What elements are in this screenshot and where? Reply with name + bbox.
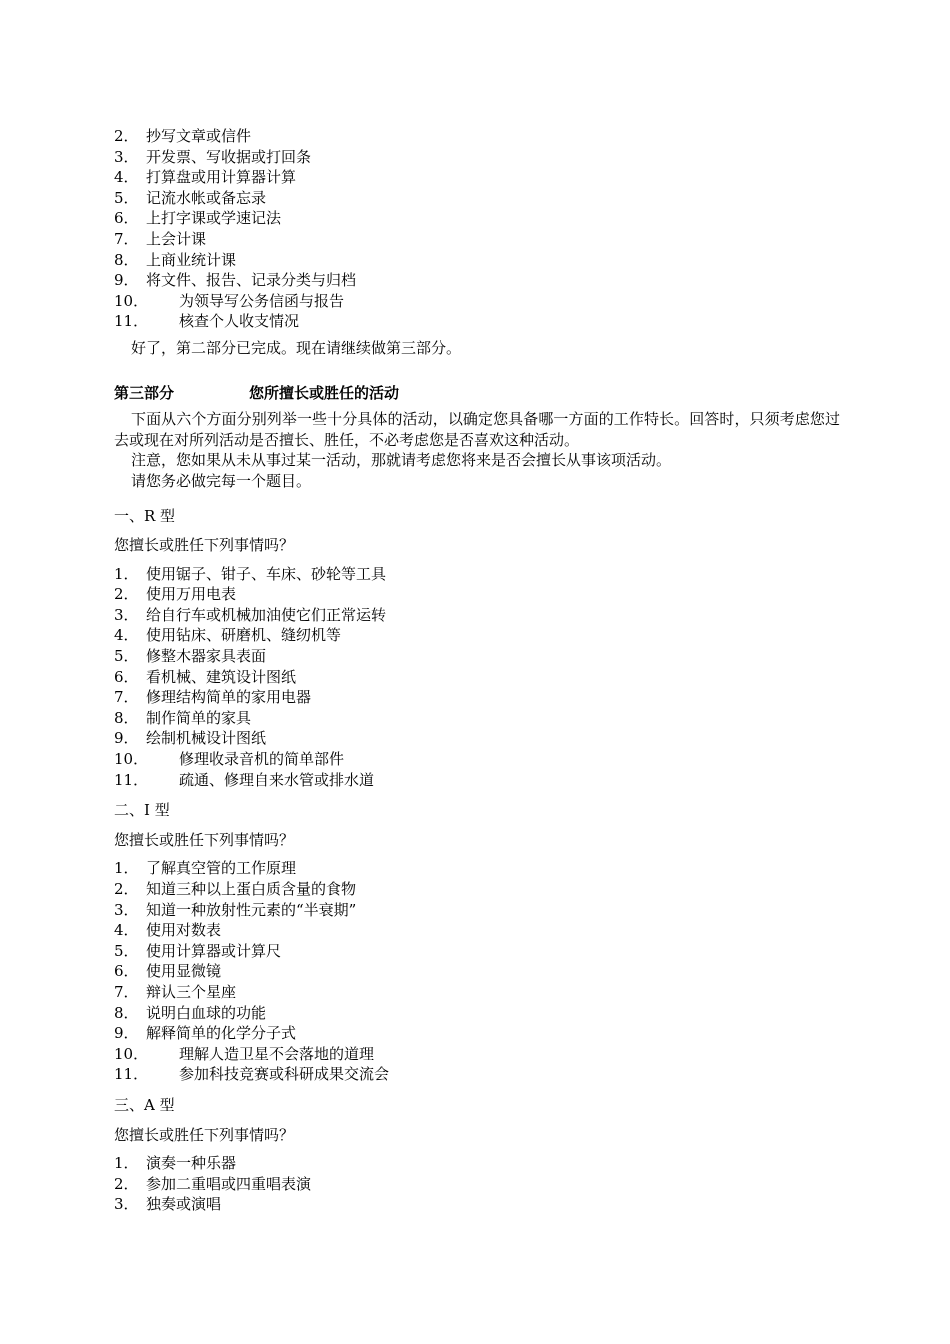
- item-text: 核查个人收支情况: [179, 312, 300, 331]
- item-text: 开发票、写收据或打回条: [146, 147, 312, 166]
- item-number: 7．: [114, 229, 139, 248]
- part3-instruction-paragraph: 请您务必做完每一个题目。: [131, 471, 312, 490]
- item-number: 2．: [114, 1174, 139, 1193]
- item-number: 10．: [114, 291, 149, 310]
- item-text: 抄写文章或信件: [146, 127, 252, 145]
- list-item: [114, 291, 840, 312]
- list-item: [114, 770, 840, 791]
- item-text: 看机械、建筑设计图纸: [146, 667, 297, 686]
- item-number: 11．: [114, 1065, 149, 1084]
- list-item: [114, 167, 840, 188]
- list-item: [114, 749, 840, 770]
- item-number: 10．: [114, 750, 149, 769]
- item-number: 8．: [114, 250, 139, 269]
- item-number: 5．: [114, 941, 139, 960]
- item-number: 9．: [114, 1024, 139, 1043]
- list-item: [114, 1174, 840, 1195]
- list-item: [114, 229, 840, 250]
- item-number: 4．: [114, 921, 139, 940]
- item-text: 疏通、修理自来水管或排水道: [179, 770, 375, 789]
- item-text: 说明白血球的功能: [146, 1003, 267, 1022]
- item-text: 修理收录音机的简单部件: [179, 750, 345, 769]
- item-text: 解释简单的化学分子式: [146, 1024, 297, 1043]
- list-item: [114, 1153, 840, 1174]
- list-item: [114, 858, 840, 879]
- item-text: 给自行车或机械加油使它们正常运转: [146, 605, 387, 624]
- item-number: 8．: [114, 1003, 139, 1022]
- item-number: 1．: [114, 1154, 139, 1173]
- item-text: 使用锯子、钳子、车床、砂轮等工具: [146, 564, 387, 583]
- section-question: 您擅长或胜任下列事情吗？: [114, 830, 295, 849]
- item-number: 11．: [114, 770, 149, 789]
- item-number: 3．: [114, 147, 139, 166]
- item-text: 制作简单的家具: [146, 708, 252, 727]
- list-item: [114, 1194, 840, 1215]
- item-number: 3．: [114, 900, 139, 919]
- list-item: [114, 687, 840, 708]
- item-text: 修理结构简单的家用电器: [146, 688, 312, 707]
- part2-completion-note: 好了，第二部分已完成。现在请继续做第三部分。: [131, 338, 462, 357]
- list-item: [114, 311, 840, 332]
- item-number: 9．: [114, 729, 139, 748]
- item-text: 使用万用电表: [146, 585, 237, 604]
- part3-note-paragraph: 注意，您如果从未从事过某一活动，那就请考虑您将来是否会擅长从事该项活动。: [131, 451, 672, 470]
- list-item: [114, 584, 840, 605]
- item-text: 上商业统计课: [146, 250, 237, 269]
- list-item: [114, 920, 840, 941]
- item-number: 7．: [114, 688, 139, 707]
- part3-label: 第三部分: [114, 383, 175, 402]
- item-text: 演奏一种乐器: [146, 1154, 237, 1173]
- list-item: [114, 1044, 840, 1065]
- item-number: 2．: [114, 585, 139, 604]
- item-number: 4．: [114, 626, 139, 645]
- item-number: 8．: [114, 708, 139, 727]
- item-text: 打算盘或用计算器计算: [146, 168, 297, 187]
- list-item: [114, 605, 840, 626]
- section-i-list: [114, 858, 840, 1085]
- item-text: 将文件、报告、记录分类与归档: [146, 271, 357, 290]
- part3-heading: [114, 383, 840, 404]
- list-item: [114, 646, 840, 667]
- item-text: 上打字课或学速记法: [146, 209, 282, 228]
- list-item: [114, 879, 840, 900]
- item-text: 使用显微镜: [146, 962, 222, 981]
- item-text: 参加科技竞赛或科研成果交流会: [179, 1065, 390, 1084]
- list-item: [114, 564, 840, 585]
- item-text: 使用钻床、研磨机、缝纫机等: [146, 626, 342, 645]
- item-number: 2．: [114, 880, 139, 898]
- item-text: 使用对数表: [146, 921, 222, 940]
- item-number: 5．: [114, 647, 139, 666]
- list-item: [114, 728, 840, 749]
- list-item: [114, 208, 840, 229]
- document-page: [114, 126, 840, 1215]
- list-item: [114, 1023, 840, 1044]
- section-a-list: [114, 1153, 840, 1215]
- item-text: 参加二重唱或四重唱表演: [146, 1174, 312, 1193]
- item-number: 6．: [114, 667, 139, 686]
- list-item: [114, 188, 840, 209]
- item-text: 独奏或演唱: [146, 1195, 222, 1214]
- list-item: [114, 982, 840, 1003]
- list-item: [114, 126, 840, 147]
- part2-list: [114, 126, 840, 332]
- list-item: [114, 961, 840, 982]
- item-text: 修整木器家具表面: [146, 647, 267, 666]
- part3-intro-paragraph: 下面从六个方面分别列举一些十分具体的活动，以确定您具备哪一方面的工作特长。回答时，只须考虑您过去或现在对所列活动是否擅长、胜任，不必考虑您是否喜欢这种活动。: [114, 410, 840, 449]
- section-title-a: 三、A 型: [114, 1095, 175, 1114]
- item-text: 了解真空管的工作原理: [146, 859, 297, 878]
- item-number: 6．: [114, 962, 139, 981]
- section-question: 您擅长或胜任下列事情吗？: [114, 1125, 295, 1144]
- list-item: [114, 147, 840, 168]
- item-number: 4．: [114, 168, 139, 187]
- section-question: 您擅长或胜任下列事情吗？: [114, 536, 295, 555]
- item-number: 11．: [114, 312, 149, 331]
- item-number: 3．: [114, 605, 139, 624]
- list-item: [114, 667, 840, 688]
- list-item: [114, 1003, 840, 1024]
- list-item: [114, 250, 840, 271]
- item-text: 为领导写公务信函与报告: [179, 291, 345, 310]
- item-text: 理解人造卫星不会落地的道理: [179, 1044, 375, 1063]
- item-number: 1．: [114, 859, 139, 878]
- item-number: 5．: [114, 188, 139, 207]
- item-text: 知道一种放射性元素的“半衰期”: [146, 900, 357, 919]
- item-text: 知道三种以上蛋白质含量的食物: [146, 880, 357, 898]
- item-number: 7．: [114, 982, 139, 1001]
- part3-title: 您所擅长或胜任的活动: [249, 383, 400, 402]
- section-title-i: 二、I 型: [114, 801, 170, 820]
- list-item: [114, 708, 840, 729]
- list-item: [114, 1064, 840, 1085]
- list-item: [114, 941, 840, 962]
- item-number: 6．: [114, 209, 139, 228]
- list-item: [114, 270, 840, 291]
- item-text: 记流水帐或备忘录: [146, 188, 267, 207]
- item-number: 9．: [114, 271, 139, 290]
- item-text: 使用计算器或计算尺: [146, 941, 282, 960]
- item-number: 3．: [114, 1195, 139, 1214]
- item-number: 2．: [114, 127, 139, 145]
- section-title-r: 一、R 型: [114, 506, 176, 525]
- item-number: 1．: [114, 564, 139, 583]
- item-number: 10．: [114, 1044, 149, 1063]
- item-text: 绘制机械设计图纸: [146, 729, 267, 748]
- list-item: [114, 900, 840, 921]
- list-item: [114, 625, 840, 646]
- section-r-list: [114, 564, 840, 791]
- item-text: 辩认三个星座: [146, 982, 237, 1001]
- item-text: 上会计课: [146, 229, 207, 248]
